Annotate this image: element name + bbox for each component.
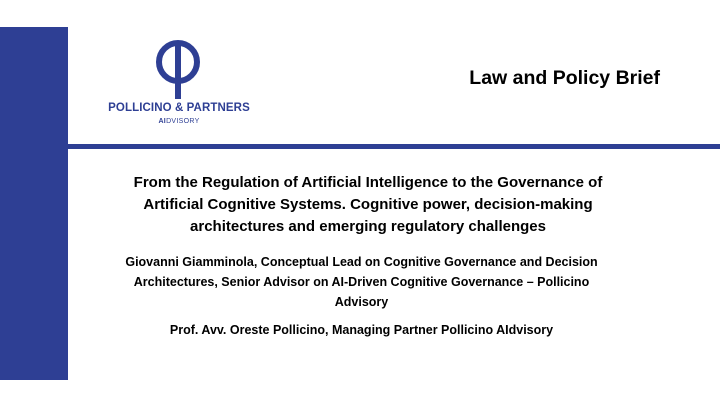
document-title: From the Regulation of Artificial Intelligence to the Governance of Artificial Cognitive Systems. Cognitive power, decision-making architectures and emerging regulatory challenges: [133, 174, 603, 235]
left-accent-bar: [0, 27, 68, 380]
company-logo: [103, 38, 255, 132]
logo-subtitle-ai: AI: [158, 118, 167, 125]
logo-subtitle: [103, 118, 255, 125]
logo-mark-icon: [154, 38, 202, 100]
header-divider: [68, 144, 720, 149]
author-line: Giovanni Giamminola, Conceptual Lead on Cognitive Governance and Decision Architectures, Senior Advisor on AI-Driven Cognitive Governance – Pollicino Advisory: [125, 255, 598, 309]
logo-name: POLLICINO & PARTNERS: [108, 102, 250, 114]
partner-line: Prof. Avv. Oreste Pollicino, Managing Partner Pollicino AIdvisory: [169, 323, 554, 337]
logo-subtitle-dvisory: DVISORY: [166, 118, 200, 125]
brief-title: Law and Policy Brief: [469, 67, 660, 89]
